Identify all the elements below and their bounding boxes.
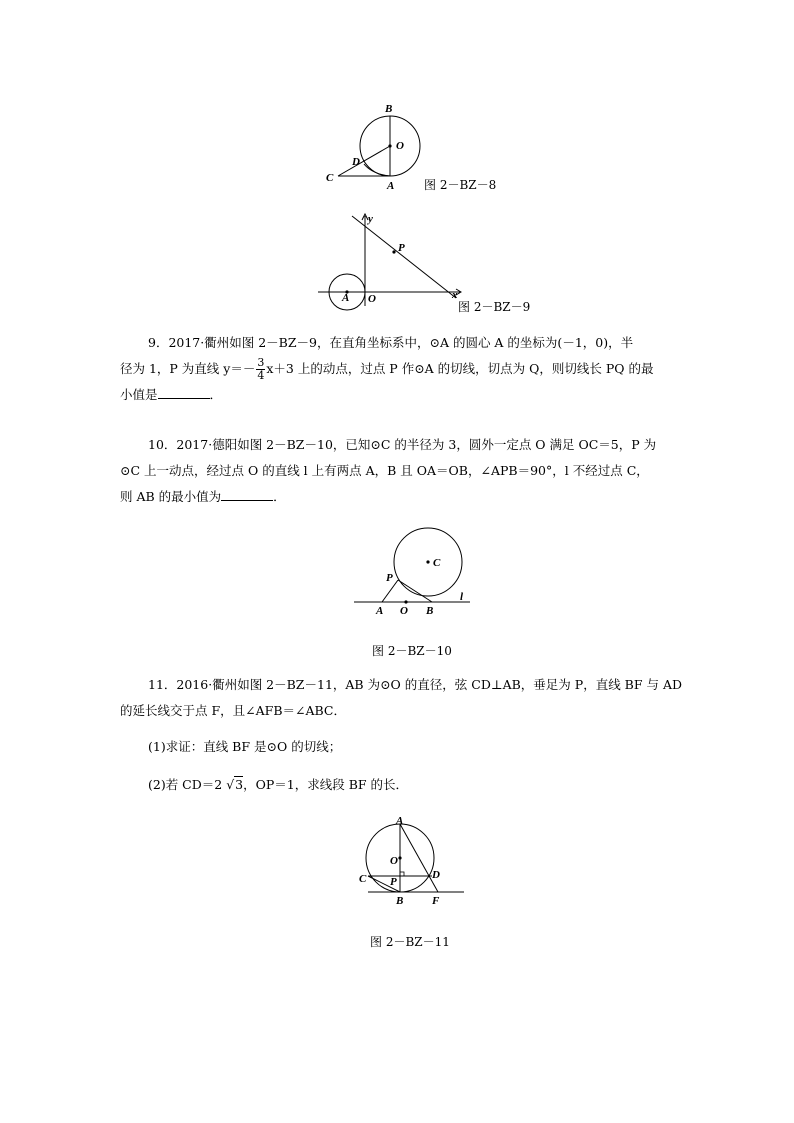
figure-9-caption: 图 2－BZ－9 [458,300,531,314]
label-o: O [368,293,376,305]
problem-10 [120,432,680,510]
problem-11-line-2: 的延长线交于点 F，且∠AFB＝∠ABC． [120,703,346,718]
label-p: P [398,242,405,254]
figure-11-caption: 图 2－BZ－11 [370,935,450,949]
problem-11-sub-2: (2)若 CD＝2 √3，OP＝1，求线段 BF 的长． [148,777,409,792]
label-o: O [390,855,398,867]
label-c: C [326,172,334,184]
problem-9-text-a: 径为 1，P 为直线 y＝－ [120,361,256,376]
figure-2-bz-9 [318,212,468,310]
label-d: D [432,869,440,881]
point-o [388,144,391,147]
fraction-three-quarters [256,357,265,382]
problem-10-line-3 [120,484,680,510]
figure-8-caption: 图 2－BZ－8 [424,178,497,192]
figure-2-bz-11 [356,814,468,906]
problem-10-line-1: 10．2017·德阳如图 2－BZ－10，已知⊙C 的半径为 3，圆外一定点 O 满足 OC＝5，P 为 [148,437,657,452]
problem-9-answer-prompt: 小值是 [120,387,158,402]
figure-2-bz-10 [352,528,477,616]
label-a: A [342,292,350,304]
problem-9-line-3 [120,382,680,408]
problem-9 [120,330,680,408]
point-o [404,600,407,603]
problem-11-sub-2-text-b: ，OP＝1，求线段 BF 的长． [243,777,409,792]
label-o: O [396,140,404,152]
label-b: B [385,103,393,115]
label-c: C [433,557,441,569]
figure-8-diagram [320,100,430,192]
figure-9-diagram [318,212,468,310]
answer-blank-9[interactable] [158,384,210,399]
figure-10-caption: 图 2－BZ－10 [372,644,452,658]
line-af [400,824,438,892]
point-o [398,856,401,859]
label-x: x [452,289,458,301]
point-p [392,250,395,253]
problem-9-end: ． [209,387,223,402]
problem-10-end: ． [273,489,286,504]
figure-10-diagram [352,528,477,616]
figure-11-diagram [356,814,468,906]
line-l [352,216,456,298]
problem-9-text-b: x＋3 上的动点，过点 P 作⊙A 的切线，切点为 Q，则切线长 PQ 的最 [266,361,654,376]
problem-11-part-2 [120,772,680,798]
problem-11-part-1 [120,734,680,760]
label-f: F [432,895,440,907]
label-c: C [359,873,367,885]
label-b: B [396,895,404,907]
figure-2-bz-8 [320,100,430,192]
problem-11 [120,672,683,724]
label-o: O [400,605,408,617]
segment-co [338,146,390,176]
sqrt-three: 3 [235,777,244,792]
answer-blank-10[interactable] [221,486,273,501]
label-d: D [352,156,360,168]
problem-10-line-2: ⊙C 上一动点，经过点 O 的直线 l 上有两点 A，B 且 OA＝OB，∠APB＝90°，l 不经过点 C， [120,463,649,478]
label-a: A [376,605,384,617]
problem-9-line-1: 9．2017·衢州如图 2－BZ－9，在直角坐标系中，⊙A 的圆心 A 的坐标为(－1，0)，半 [148,335,634,350]
problem-9-line-2 [120,356,680,382]
label-p: P [390,876,397,888]
fraction-numerator: 3 [257,356,265,369]
label-a: A [396,815,404,827]
fraction-denominator: 4 [257,369,265,382]
label-b: B [426,605,434,617]
segment-pb [398,580,432,602]
problem-11-sub-1: (1)求证：直线 BF 是⊙O 的切线； [148,739,342,754]
label-a: A [387,180,395,192]
point-c [426,560,429,563]
label-y: y [368,213,373,225]
label-l: l [460,591,464,603]
problem-11-line-1: 11．2016·衢州如图 2－BZ－11，AB 为⊙O 的直径，弦 CD⊥AB，垂足为 P，直线 BF 与 AD [148,677,683,692]
problem-11-sub-2-text-a: (2)若 CD＝2 [148,777,227,792]
right-angle-mark [400,872,404,876]
problem-10-answer-prompt: 则 AB 的最小值为 [120,489,222,504]
label-p: P [386,572,393,584]
